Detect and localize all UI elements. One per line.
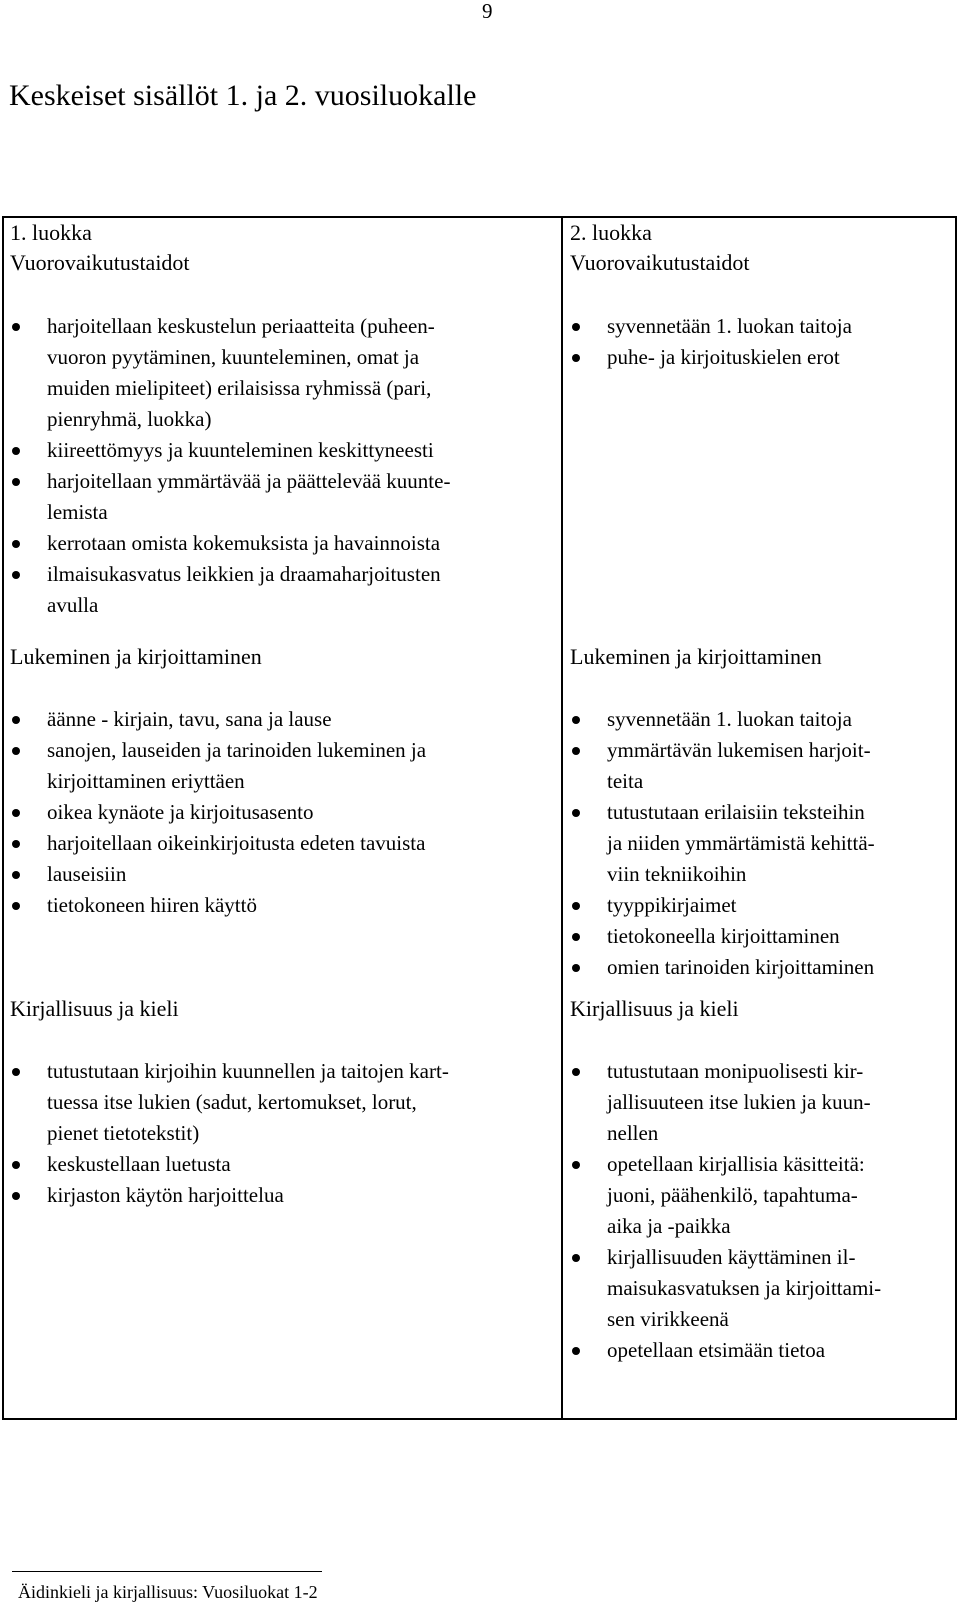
list-item: tietokoneen hiiren käyttö — [10, 890, 426, 921]
list-item: syvennetään 1. luokan taitoja — [570, 311, 852, 342]
bullet-icon — [12, 571, 20, 579]
grade-1-label: 1. luokka — [10, 220, 92, 245]
list-item: tutustutaan erilaisiin teksteihin ja niiden ymmärtämistä kehittä- viin tekniikoihin — [570, 797, 875, 890]
bullet-icon — [12, 1068, 20, 1076]
grade-2-literature-list — [570, 1056, 881, 1366]
bullet-icon — [572, 354, 580, 362]
grade-1-interaction-list — [10, 311, 450, 621]
bullet-icon — [572, 1068, 580, 1076]
list-item: ymmärtävän lukemisen harjoit- teita — [570, 735, 875, 797]
list-item: oikea kynäote ja kirjoitusasento — [10, 797, 426, 828]
list-item: tietokoneella kirjoittaminen — [570, 921, 875, 952]
content-table — [2, 216, 957, 1420]
list-item: äänne - kirjain, tavu, sana ja lause — [10, 704, 426, 735]
grade-2-heading-reading-writing: Lukeminen ja kirjoittaminen — [570, 644, 822, 669]
grade-1-heading-reading-writing: Lukeminen ja kirjoittaminen — [10, 644, 262, 669]
list-item: harjoitellaan ymmärtävää ja päättelevää kuunte- lemista — [10, 466, 450, 528]
bullet-icon — [12, 478, 20, 486]
bullet-icon — [572, 747, 580, 755]
list-item: kerrotaan omista kokemuksista ja havainnoista — [10, 528, 450, 559]
bullet-icon — [572, 323, 580, 331]
bullet-icon — [12, 1192, 20, 1200]
list-item: kirjaston käytön harjoittelua — [10, 1180, 449, 1211]
bullet-icon — [12, 871, 20, 879]
grade-2-reading-writing-list — [570, 704, 875, 983]
grade-1-heading-interaction: Vuorovaikutustaidot — [10, 250, 190, 275]
footnote-rule — [12, 1571, 322, 1572]
list-item: tutustutaan monipuolisesti kir- jallisuuteen itse lukien ja kuun- nellen — [570, 1056, 881, 1149]
bullet-icon — [12, 540, 20, 548]
page-number: 9 — [482, 0, 493, 23]
grade-1-literature-list — [10, 1056, 449, 1211]
column-divider — [561, 218, 563, 1418]
list-item: tyyppikirjaimet — [570, 890, 875, 921]
bullet-icon — [572, 1347, 580, 1355]
list-item: opetellaan kirjallisia käsitteitä: juoni, päähenkilö, tapahtuma- aika ja -paikka — [570, 1149, 881, 1242]
list-item: tutustutaan kirjoihin kuunnellen ja taitojen kart- tuessa itse lukien (sadut, kertomukset, lorut, pienet tietotekstit) — [10, 1056, 449, 1149]
grade-1-reading-writing-list — [10, 704, 426, 921]
list-item: sanojen, lauseiden ja tarinoiden lukeminen ja kirjoittaminen eriyttäen — [10, 735, 426, 797]
grade-2-label: 2. luokka — [570, 220, 652, 245]
list-item: kiireettömyys ja kuunteleminen keskittyneesti — [10, 435, 450, 466]
list-item: harjoitellaan oikeinkirjoitusta edeten tavuista — [10, 828, 426, 859]
list-item: harjoitellaan keskustelun periaatteita (puheen- vuoron pyytäminen, kuunteleminen, omat ja muiden mielipiteet) erilaisissa ryhmissä (pari, pienryhmä, luokka) — [10, 311, 450, 435]
bullet-icon — [572, 809, 580, 817]
list-item: puhe- ja kirjoituskielen erot — [570, 342, 852, 373]
bullet-icon — [12, 447, 20, 455]
bullet-icon — [572, 1161, 580, 1169]
grade-2-heading-interaction: Vuorovaikutustaidot — [570, 250, 750, 275]
list-item: kirjallisuuden käyttäminen il- maisukasvatuksen ja kirjoittami- sen virikkeenä — [570, 1242, 881, 1335]
bullet-icon — [572, 1254, 580, 1262]
bullet-icon — [12, 716, 20, 724]
list-item: syvennetään 1. luokan taitoja — [570, 704, 875, 735]
list-item: ilmaisukasvatus leikkien ja draamaharjoitusten avulla — [10, 559, 450, 621]
bullet-icon — [12, 809, 20, 817]
bullet-icon — [12, 902, 20, 910]
bullet-icon — [572, 964, 580, 972]
grade-1-heading-literature: Kirjallisuus ja kieli — [10, 996, 179, 1021]
grade-2-heading-literature: Kirjallisuus ja kieli — [570, 996, 739, 1021]
bullet-icon — [12, 1161, 20, 1169]
bullet-icon — [572, 933, 580, 941]
list-item: omien tarinoiden kirjoittaminen — [570, 952, 875, 983]
bullet-icon — [12, 840, 20, 848]
bullet-icon — [572, 716, 580, 724]
list-item: keskustellaan luetusta — [10, 1149, 449, 1180]
bullet-icon — [12, 323, 20, 331]
list-item: lauseisiin — [10, 859, 426, 890]
page-title: Keskeiset sisällöt 1. ja 2. vuosiluokalle — [9, 79, 477, 112]
list-item: opetellaan etsimään tietoa — [570, 1335, 881, 1366]
grade-2-interaction-list — [570, 311, 852, 373]
bullet-icon — [12, 747, 20, 755]
bullet-icon — [572, 902, 580, 910]
page-footer: Äidinkieli ja kirjallisuus: Vuosiluokat 1-2 — [18, 1582, 318, 1602]
